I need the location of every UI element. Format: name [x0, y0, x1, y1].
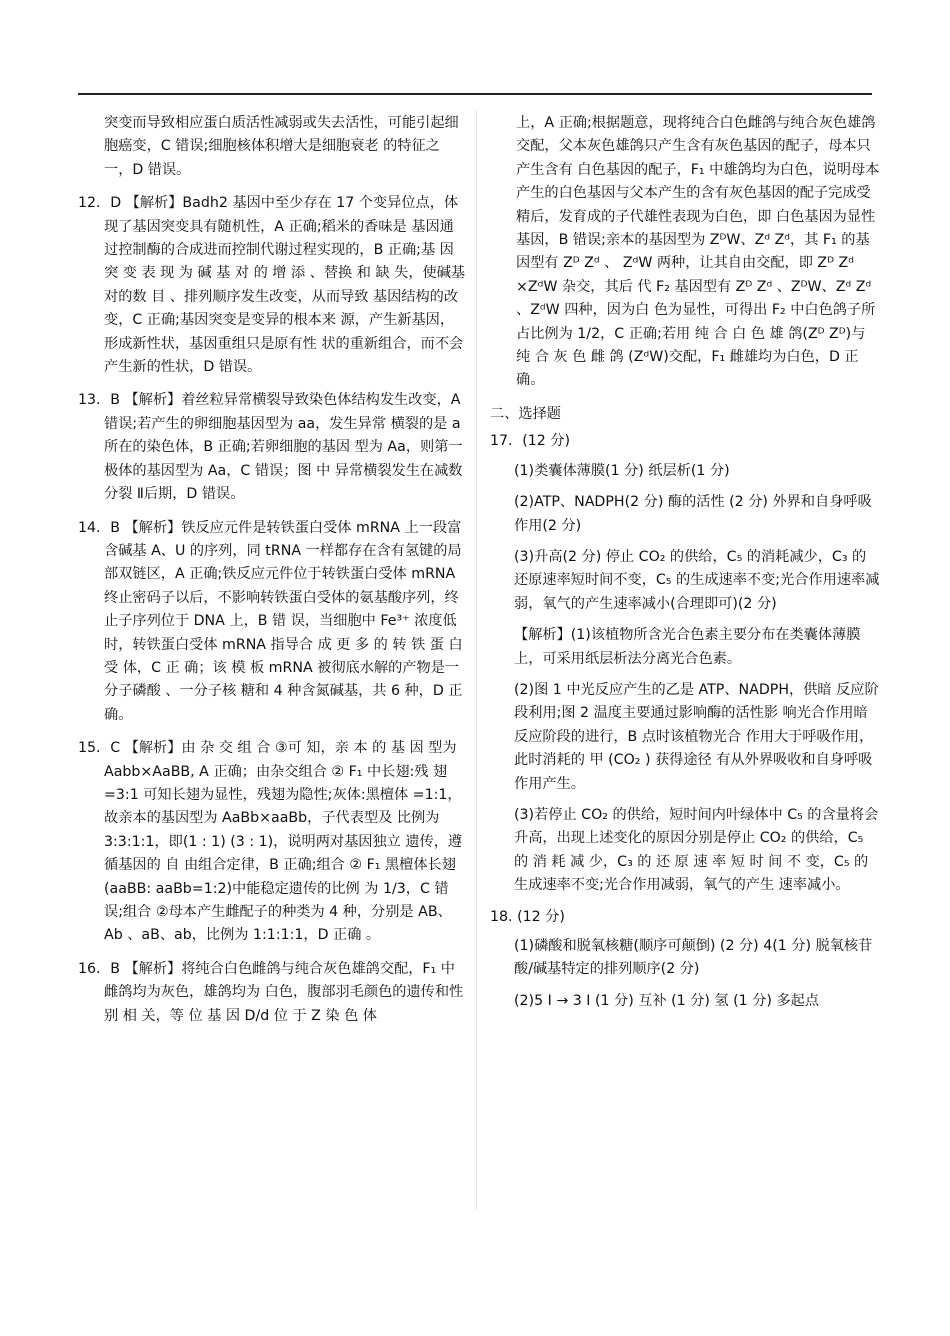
column-divider	[476, 110, 477, 1210]
left-column	[78, 112, 466, 1038]
paragraph: 突变而导致相应蛋白质活性减弱或失去活性，可能引起细胞癌变，C 错误;细胞核体积增大是细胞衰老 的特征之一，D 错误。	[104, 115, 459, 178]
answer-12: 12．D 【解析】Badh2 基因中至少存在 17 个变异位点，体现了基因突变具有随机性，A 正确;稻米的香味是 基因通过控制酶的合成进而控制代谢过程实现的，B 正确;基 因 突 变 表 现 为 碱 基 对 的 增 添 、替换 和 缺 失，使碱基对的数 目 、排列顺序发生改变，从而导致 基因结构的改变，C 正确;基因突变是变异的根本来 源，产生新基因，形成新性状，基因重组只是原有性 状的重新组合，而不会产生新的性状，D 错误。	[78, 195, 466, 376]
analysis-17-3: (3)若停止 CO₂ 的供给，短时间内叶绿体中 C₅ 的含量将会升高，出现上述变化的原因分别是停止 CO₂ 的供给，C₅ 的 消 耗 减 少，C₃ 的 还 原 速 率 短 时 间 不 变，C₅ 的生成速率不变;光合作用减弱，氧气的产生 速率减小。	[514, 806, 879, 894]
paragraph: 上，A 正确;根据题意，现将纯合白色雌鸽与纯合灰色雄鸽交配，父本灰色雄鸽只产生含有灰色基因的配子，母本只产生含有 白色基因的配子，F₁ 中雄鸽均为白色，说明母本产生的白色基因与父本产生的含有灰色基因的配子完成受精后，发育成的子代雄性表现为白色，即 白色基因为显性基因，B 错误;亲本的基因型为 ZᴰW、Zᵈ Zᵈ，其 F₁ 的基因型有 Zᴰ Zᵈ 、 ZᵈW 两种，让其自由交配，即 Zᴰ Zᵈ ×ZᵈW 杂交，其后 代 F₂ 基因型有 Zᴰ Zᵈ 、ZᴰW、Zᵈ Zᵈ 、ZᵈW 四种，因为白 色为显性，可得出 F₂ 中白色鸽子所占比例为 1/2，C 正确;若用 纯 合 白 色 雄 鸽(Zᴰ Zᴰ)与 纯 合 灰 色 雌 鸽 (ZᵈW)交配，F₁ 雌雄均为白色，D 正确。	[516, 115, 880, 389]
right-column	[490, 112, 880, 1021]
header-rule	[78, 93, 872, 95]
answer-18-1: (1)磷酸和脱氧核糖(顺序可颠倒) (2 分) 4(1 分) 脱氧核苷酸/碱基特定的排列顺序(2 分)	[514, 938, 873, 978]
answer-17-3: (3)升高(2 分) 停止 CO₂ 的供给，C₅ 的消耗减少，C₃ 的还原速率短时间不变，C₅ 的生成速率不变;光合作用速率减弱，氧气的产生速率减小(合理即可)(2 分)	[514, 548, 880, 612]
analysis-17-2: (2)图 1 中光反应产生的乙是 ATP、NADPH，供暗 反应阶段利用;图 2 温度主要通过影响酶的活性影 响光合作用暗反应阶段的进行，B 点时该植物光合 作用大于呼吸作用，此时消耗的 甲 (CO₂ ) 获得途径 有从外界吸收和自身呼吸作用产生。	[514, 681, 879, 792]
answer-16: 16．B 【解析】将纯合白色雌鸽与纯合灰色雄鸽交配，F₁ 中雌鸽均为灰色，雄鸽均为 白色，腹部羽毛颜色的遗传和性 别 相 关，等 位 基 因 D/d 位 于 Z 染 色 体	[78, 960, 464, 1024]
question-18-header: 18. (12 分)	[490, 908, 565, 925]
answer-17-1: (1)类囊体薄膜(1 分) 纸层析(1 分)	[514, 462, 730, 479]
analysis-17-1: 【解析】(1)该植物所含光合色素主要分布在类囊体薄膜上，可采用纸层析法分离光合色素。	[514, 627, 861, 667]
answer-14: 14．B 【解析】铁反应元件是转铁蛋白受体 mRNA 上一段富含碱基 A、U 的序列，同 tRNA 一样都存在含有氢键的局部双链区，A 正确;铁反应元件位于转铁蛋白受体 mRNA 终止密码子以后，不影响转铁蛋白受体的氨基酸序列，终止子序列位于 DNA 上，B 错 误，当细胞中 Fe³⁺ 浓度低时，转铁蛋白受体 mRNA 指导合 成 更 多 的 转 铁 蛋 白 受 体，C 正 确；该 模 板 mRNA 被彻底水解的产物是一分子磷酸 、一分子核 糖和 4 种含氮碱基，共 6 种，D 正确。	[78, 519, 463, 723]
question-17-header: 17．(12 分)	[490, 433, 571, 450]
section-title: 二、选择题	[490, 405, 561, 422]
answer-13: 13．B 【解析】着丝粒异常横裂导致染色体结构发生改变，A 错误;若产生的卵细胞基因型为 aa，发生异常 横裂的是 a 所在的染色体，B 正确;若卵细胞的基因 型为 Aa，则第一极体的基因型为 Aa，C 错误；图 中 异常横裂发生在减数分裂 Ⅱ后期，D 错误。	[78, 392, 463, 503]
answer-18-2: (2)5 I → 3 I (1 分) 互补 (1 分) 氢 (1 分) 多起点	[514, 992, 820, 1009]
answer-15: 15．C 【解析】由 杂 交 组 合 ③可 知，亲 本 的 基 因 型为 Aabb×AaBB, A 正确；由杂交组合 ② F₁ 中长翅:残 翅 =3:1 可知长翅为显性，残翅为隐性;灰体:黑檀体 =1:1，故亲本的基因型为 AaBb×aaBb，子代表型及 比例为 3:3:1:1，即(1 : 1) (3 : 1)，说明两对基因独立 遗传，遵循基因的 自 由组合定律，B 正确;组合 ② F₁ 黑檀体长翅(aaBB: aaBb=1:2)中能稳定遗传的比例 为 1/3，C 错误;组合 ②母本产生雌配子的种类为 4 种，分别是 AB、Ab 、aB、ab，比例为 1:1:1:1，D 正确 。	[78, 740, 463, 944]
answer-17-2: (2)ATP、NADPH(2 分) 酶的活性 (2 分) 外界和自身呼吸作用(2 分)	[514, 494, 872, 534]
